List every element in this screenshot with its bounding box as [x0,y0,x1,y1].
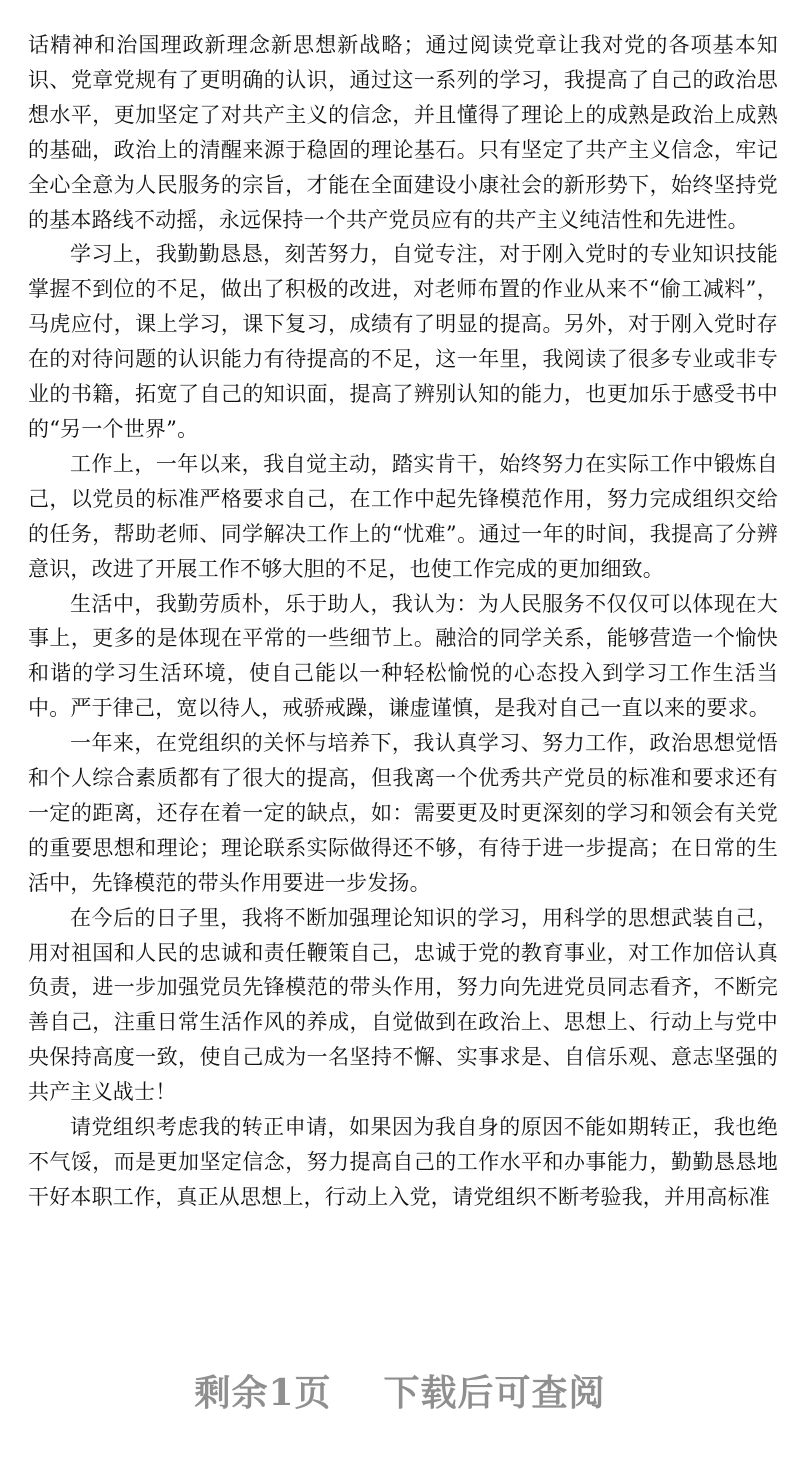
paragraph-7: 请党组织考虑我的转正申请，如果因为我自身的原因不能如期转正，我也绝不气馁，而是更加坚定信念，努力提高自己的工作水平和办事能力，勤勤恳恳地干好本职工作，真正从思想上，行动上入党，请党组织不断考验我，并用高标准 [28,1115,778,1209]
paragraph-5: 一年来，在党组织的关怀与培养下，我认真学习、努力工作，政治思想觉悟和个人综合素质都有了很大的提高，但我离一个优秀共产党员的标准和要求还有一定的距离，还存在着一定的缺点，如：需要更及时更深刻的学习和领会有关党的重要思想和理论；理论联系实际做得还不够，有待于进一步提高；在日常的生活中，先锋模范的带头作用要进一步发扬。 [28,731,778,895]
paragraph-2: 学习上，我勤勤恳恳，刻苦努力，自觉专注，对于刚入党时的专业知识技能掌握不到位的不足，做出了积极的改进，对老师布置的作业从来不“偷工减料”，马虎应付，课上学习，课下复习，成绩有了明显的提高。另外，对于刚入党时存在的对待问题的认识能力有待提高的不足，这一年里，我阅读了很多专业或非专业的书籍，拓宽了自己的知识面，提高了辨别认知的能力，也更加乐于感受书中的“另一个世界”。 [28,242,778,441]
paragraph-1: 话精神和治国理政新理念新思想新战略；通过阅读党章让我对党的各项基本知识、党章党规有了更明确的认识，通过这一系列的学习，我提高了自己的政治思想水平，更加坚定了对共产主义的信念，并且懂得了理论上的成熟是政治上成熟的基础，政治上的清醒来源于稳固的理论基石。只有坚定了共产主义信念，牢记全心全意为人民服务的宗旨，才能在全面建设小康社会的新形势下，始终坚持党的基本路线不动摇，永远保持一个共产党员应有的共产主义纯洁性和先进性。 [28,33,778,232]
remaining-pages-label: 剩余1页 [194,1372,332,1414]
paragraph-3: 工作上，一年以来，我自觉主动，踏实肯干，始终努力在实际工作中锻炼自己，以党员的标准严格要求自己，在工作中起先锋模范作用，努力完成组织交给的任务，帮助老师、同学解决工作上的“忧难”。通过一年的时间，我提高了分辨意识，改进了开展工作不够大胆的不足，也使工作完成的更加细致。 [28,451,778,581]
paragraph-4: 生活中，我勤劳质朴，乐于助人，我认为：为人民服务不仅仅可以体现在大事上，更多的是体现在平常的一些细节上。融洽的同学关系，能够营造一个愉快和谐的学习生活环境，使自己能以一种轻松愉悦的心态投入到学习工作生活当中。严于律己，宽以待人，戒骄戒躁，谦虚谨慎，是我对自己一直以来的要求。 [28,591,778,721]
paragraph-6: 在今后的日子里，我将不断加强理论知识的学习，用科学的思想武装自己，用对祖国和人民的忠诚和责任鞭策自己，忠诚于党的教育事业，对工作加倍认真负责，进一步加强党员先锋模范的带头作用，努力向先进党员同志看齐，不断完善自己，注重日常生活作风的养成，自觉做到在政治上、思想上、行动上与党中央保持高度一致，使自己成为一名坚持不懈、实事求是、自信乐观、意志坚强的共产主义战士！ [28,905,778,1105]
download-to-view-label: 下载后可查阅 [383,1372,606,1414]
download-to-read-banner[interactable] [0,1365,800,1416]
